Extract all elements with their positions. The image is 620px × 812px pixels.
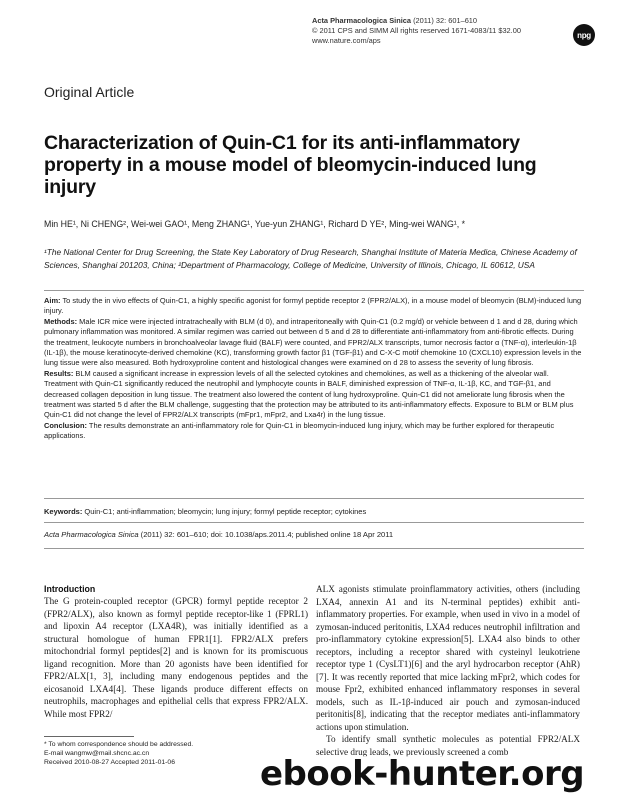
citation-journal: Acta Pharmacologica Sinica [44, 530, 139, 539]
citation-line: Acta Pharmacologica Sinica (2011) 32: 601–610; doi: 10.1038/aps.2011.4; published online 18 Apr 2011 [44, 530, 394, 539]
citation-rule [44, 548, 584, 549]
journal-name: Acta Pharmacologica Sinica [312, 16, 411, 25]
results-label: Results: [44, 368, 74, 378]
intro-right-paragraph-2: To identify small synthetic molecules as potential FPR2/ALX selective drug leads, we previously screened a comb [316, 734, 580, 757]
author-list: Min HE¹, Ni CHENG², Wei-wei GAO¹, Meng ZHANG¹, Yue-yun ZHANG¹, Richard D YE², Ming-wei WANG¹, * [44, 219, 466, 229]
keywords-label: Keywords: [44, 507, 83, 516]
journal-copyright: © 2011 CPS and SIMM All rights reserved 1671-4083/11 $32.00 [312, 26, 521, 35]
intro-right-column [316, 583, 580, 758]
intro-left-column: The G protein-coupled receptor (GPCR) formyl peptide receptor 2 (FPR2/ALX), also known as formyl peptide receptor-like 1 (FPRL1) and lipoxin A4 receptor (LXA4R), was initially identified as a structural homologue of human FPR1[1]. FPR2/ALX prefers mitochondrial formyl peptides[2] and is known for its promiscuous ligand recognition. More than 20 agonists have been identified for FPR2/ALX[1, 3], including many endogenous peptides and the eicosanoid LXA4[4]. These ligands produce different effects on neutrophils, macrophages and epithelial cells that express FPR2/ALX. While most FPR2/ [44, 596, 308, 719]
journal-issue: (2011) 32: 601–610 [413, 16, 478, 25]
keywords-rule [44, 522, 584, 523]
watermark: ebook-hunter.org [260, 754, 585, 794]
footnote [44, 740, 193, 767]
abstract-results: Results: BLM caused a significant increase in expression levels of all the selected cytokines and chemokines, as well as a thickening of the alveolar wall. Treatment with Quin-C1 significantly reduced the neutrophil and lymphocyte counts in BALF, diminished expression of TNF-α, IL-1β, KC, and TGF-β1, and decreased collagen deposition in lung tissue. The treatment also lowered the content of lung hydroxyproline. Quin-C1 did not ameliorate lung fibrosis when the treatment was started 5 d after the BLM challenge, suggesting that the protection may be attributed to its anti-inflammatory effects. Exposure to BLM or BLM plus Quin-C1 did not change the level of FPR2/ALX transcripts (mFpr1, mFpr2, and Lxa4r) in the lung tissue. [44, 368, 574, 420]
correspondence-email[interactable]: E-mail wangmw@mail.shcnc.ac.cn [44, 750, 150, 757]
keywords: Keywords: Quin-C1; anti-inflammation; bleomycin; lung injury; formyl peptide receptor; cytokines [44, 507, 367, 516]
journal-url[interactable]: www.nature.com/aps [312, 36, 381, 45]
introduction-heading: Introduction [44, 584, 96, 594]
conclusion-label: Conclusion: [44, 420, 87, 430]
journal-header [312, 16, 572, 46]
abstract-aim: Aim: To study the in vivo effects of Quin-C1, a highly specific agonist for formyl peptide receptor 2 (FPR2/ALX), in a mouse model of bleomycin (BLM)-induced lung injury. [44, 296, 582, 316]
intro-right-paragraph-1: ALX agonists stimulate proinflammatory activities, others (including LXA4, annexin A1 and its N-terminal peptides) exhibit anti-inflammatory properties. For example, when used in vivo in a model of zymosan-induced peritonitis, LXA4 reduces neutrophil infiltration and pro-inflammatory cytokine expression[5]. LXA4 also binds to other receptors, including a receptor shared with cysteinyl leukotriene receptor type 1 (CysLT1)[6] and the aryl hydrocarbon receptor (AhR)[7]. It was recently reported that mice lacking mFpr2, which codes for mouse Fpr2, exhibited enhanced inflammatory responses in several models, such as IL-1β-induced air pouch and zymosan-induced peritonitis[8], indicating that the receptor mediates anti-inflammatory actions upon stimulation. [316, 584, 580, 732]
abstract-conclusion: Conclusion: The results demonstrate an anti-inflammatory role for Quin-C1 in bleomycin-induced lung injury, which may be further explored for therapeutic applications. [44, 420, 555, 441]
npg-logo: npg [573, 24, 595, 46]
methods-label: Methods: [44, 316, 78, 326]
affiliations: ¹The National Center for Drug Screening, the State Key Laboratory of Drug Research, Shanghai Institute of Materia Medica, Chinese Academy of Sciences, Shanghai 201203, China; ²Department of Pharmacology, College of Medicine, University of Illinois, Chicago, IL 60612, USA [44, 247, 577, 270]
aim-label: Aim: [44, 296, 61, 305]
abstract-top-rule [44, 290, 584, 291]
abstract-methods: Methods: Male ICR mice were injected intratracheally with BLM (d 0), and intraperitoneally with Quin-C1 (0.2 mg/d) or vehicle between d 1 and d 28, during which pulmonary inflammation was monitored. A similar regimen was carried out between d 5 and d 28 to differentiate anti-inflammatory from anti-fibrotic effects. During the treatment, leukocyte numbers in bronchoalveolar lavage fluid (BALF) were counted, and FPR2/ALX transcripts, tumor necrosis factor α (TNF-α), interleukin-1β (IL-1β), the mouse keratinocyte-derived chemokine (KC), transforming growth factor β1 (TGF-β1) and C-X-C motif chemokine 10 (CXCL10) expression levels in the lung tissue were also measured. Both hydroxyproline content and histological changes were examined on d 28 to assess the severity of lung fibrosis. [44, 316, 582, 368]
footnote-rule [44, 736, 134, 737]
received-accepted-dates: Received 2010-08-27 Accepted 2011-01-06 [44, 759, 175, 766]
article-title: Characterization of Quin-C1 for its anti-inflammatory property in a mouse model of bleomycin-induced lung injury [44, 132, 537, 198]
abstract-bottom-rule [44, 498, 584, 499]
abstract [44, 296, 584, 442]
correspondence-note: * To whom correspondence should be addressed. [44, 741, 194, 748]
article-type: Original Article [44, 84, 135, 100]
